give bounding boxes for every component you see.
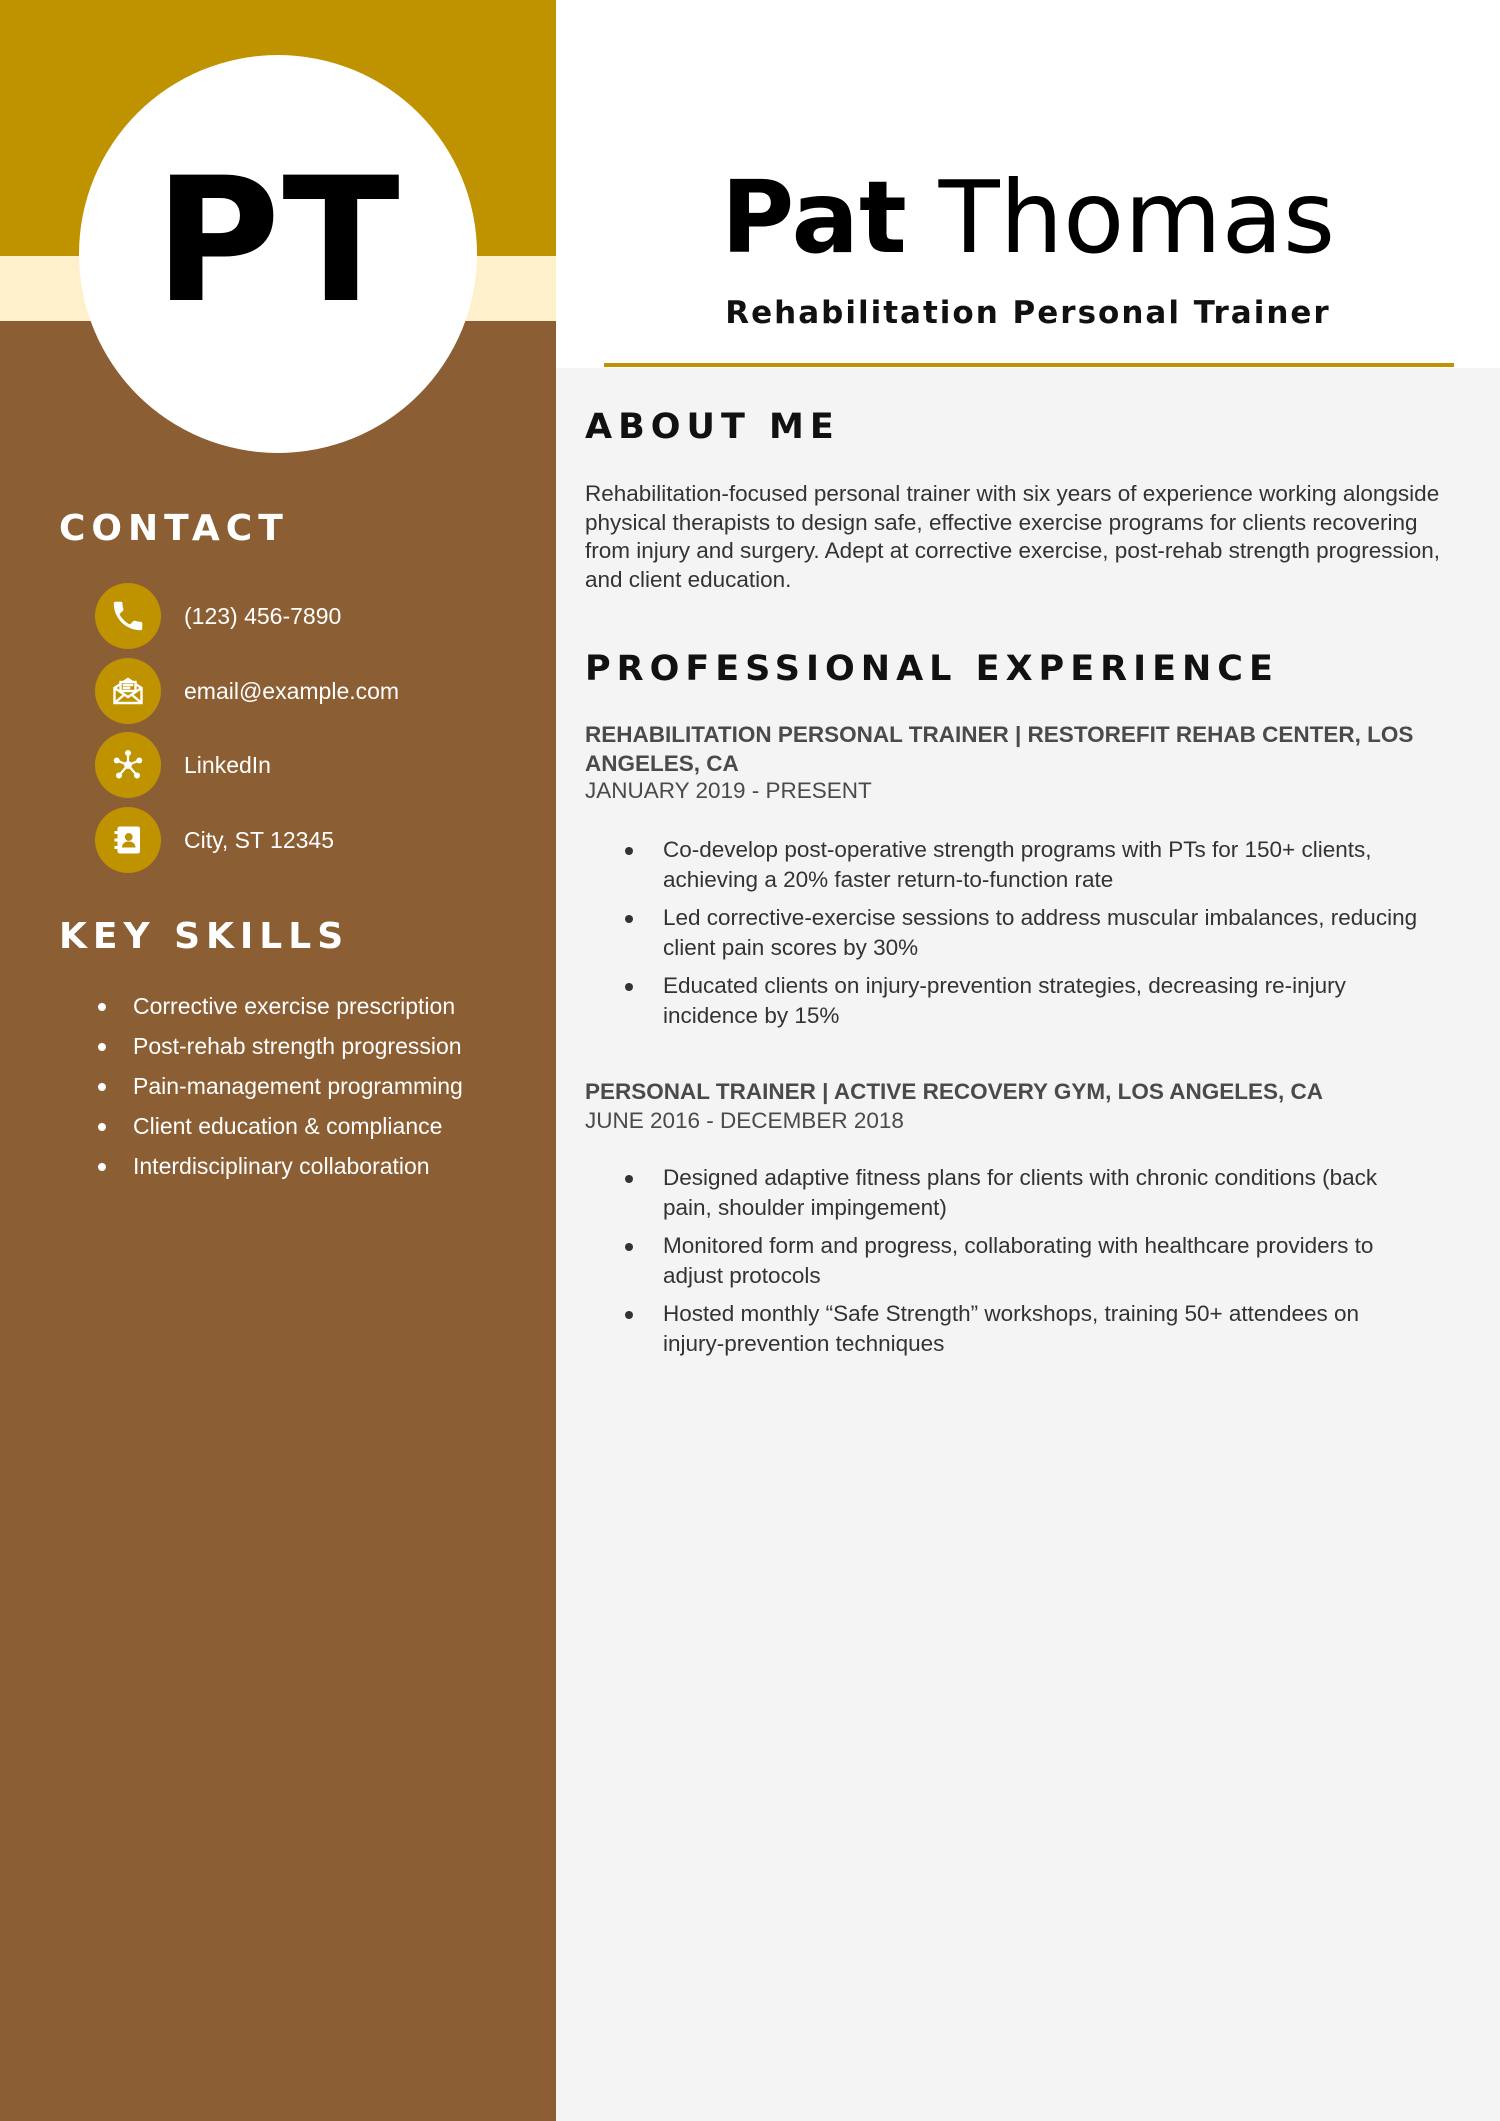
job-bullets bbox=[585, 835, 1425, 1039]
job-title: REHABILITATION PERSONAL TRAINER | RESTOREFIT REHAB CENTER, LOS ANGELES, CA bbox=[585, 722, 1414, 776]
list-item: Led corrective-exercise sessions to address muscular imbalances, reducing client pain scores by 30% bbox=[585, 903, 1425, 962]
about-text: Rehabilitation-focused personal trainer with six years of experience working alongside physical therapists to design safe, effective exercise programs for clients recovering from injury and surgery. Adept at corrective exercise, post-rehab strength progression, and client education. bbox=[585, 481, 1440, 592]
list-item: Corrective exercise prescription bbox=[98, 986, 463, 1026]
header-divider bbox=[604, 363, 1454, 367]
monogram-circle bbox=[79, 55, 477, 453]
contact-linkedin-text: LinkedIn bbox=[184, 751, 271, 778]
list-item: Client education & compliance bbox=[98, 1106, 463, 1146]
first-name: Pat bbox=[720, 159, 907, 276]
contact-heading: CONTACT bbox=[59, 508, 289, 549]
contact-phone-text: (123) 456-7890 bbox=[184, 602, 342, 629]
contact-linkedin[interactable] bbox=[95, 732, 271, 798]
sidebar bbox=[0, 0, 556, 2121]
list-item: Interdisciplinary collaboration bbox=[98, 1146, 463, 1186]
experience-heading: PROFESSIONAL EXPERIENCE bbox=[585, 649, 1279, 689]
job-bullets bbox=[585, 1163, 1425, 1367]
phone-icon bbox=[95, 583, 161, 649]
header bbox=[556, 0, 1500, 368]
contact-address-text: City, ST 12345 bbox=[184, 826, 335, 853]
list-item: Pain-management programming bbox=[98, 1066, 463, 1106]
monogram-initials: PT bbox=[154, 139, 402, 341]
about-heading: ABOUT ME bbox=[585, 407, 840, 447]
contact-address[interactable] bbox=[95, 807, 334, 873]
job-title-headline: Rehabilitation Personal Trainer bbox=[725, 295, 1331, 331]
list-item: Post-rehab strength progression bbox=[98, 1026, 463, 1066]
last-name: Thomas bbox=[938, 159, 1336, 276]
list-item: Hosted monthly “Safe Strength” workshops, training 50+ attendees on injury-prevention techniques bbox=[585, 1299, 1425, 1358]
contact-email[interactable] bbox=[95, 658, 399, 724]
linkedin-icon bbox=[95, 732, 161, 798]
address-icon bbox=[95, 807, 161, 873]
job-title: PERSONAL TRAINER | ACTIVE RECOVERY GYM, LOS ANGELES, CA bbox=[585, 1079, 1324, 1104]
list-item: Educated clients on injury-prevention strategies, decreasing re-injury incidence by 15% bbox=[585, 971, 1425, 1030]
full-name bbox=[556, 159, 1500, 276]
skills-heading: KEY SKILLS bbox=[59, 916, 350, 957]
list-item: Designed adaptive fitness plans for clients with chronic conditions (back pain, shoulder impingement) bbox=[585, 1163, 1425, 1222]
list-item: Monitored form and progress, collaborating with healthcare providers to adjust protocols bbox=[585, 1231, 1425, 1290]
job-dates: JUNE 2016 - DECEMBER 2018 bbox=[585, 1108, 904, 1133]
email-icon bbox=[95, 658, 161, 724]
list-item: Co-develop post-operative strength programs with PTs for 150+ clients, achieving a 20% faster return-to-function rate bbox=[585, 835, 1425, 894]
job-dates: JANUARY 2019 - PRESENT bbox=[585, 778, 872, 803]
contact-phone[interactable] bbox=[95, 583, 341, 649]
contact-email-text: email@example.com bbox=[184, 677, 400, 704]
skills-list bbox=[98, 986, 463, 1186]
